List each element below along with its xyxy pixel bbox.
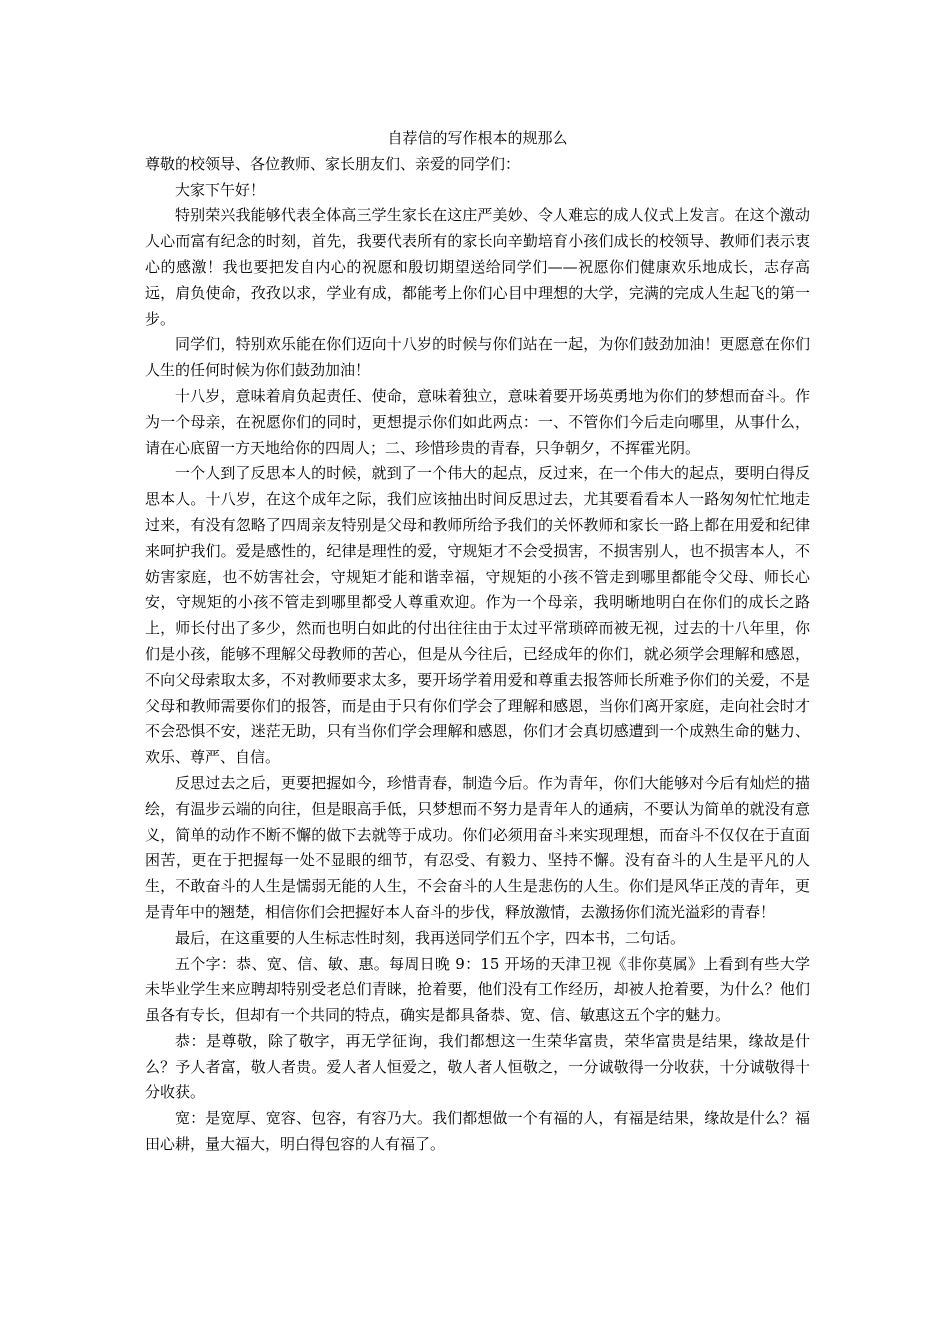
paragraph-encouragement: 同学们，特别欢乐能在你们迈向十八岁的时候与你们站在一起，为你们鼓劲加油！更愿意在你们人生的任何时候为你们鼓劲加油！ bbox=[145, 335, 810, 380]
salutation: 尊敬的校领导、各位教师、家长朋友们、亲爱的同学们： bbox=[145, 154, 521, 173]
document-title: 自荐信的写作根本的规那么 bbox=[387, 129, 568, 147]
paragraph-five-words: 五个字：恭、宽、信、敏、惠。每周日晚 9：15 开场的天津卫视《非你莫属》上看到有些大学未毕业学生来应聘却特别受老总们青睐，抢着要，他们没有工作经历，却被人抢着要，为什么？他们虽各有专长，但却有一个共同的特点，确实是都具备恭、宽、信、敏惠这五个字的魅力。 bbox=[145, 954, 810, 1025]
document-page bbox=[145, 126, 810, 1158]
paragraph-youth-struggle: 反思过去之后，更要把握如今，珍惜青春，制造今后。作为青年，你们大能够对今后有灿烂的描绘，有温步云端的向往，但是眼高手低，只梦想而不努力是青年人的通病，不要认为简单的就没有意义，简单的动作不断不懈的做下去就等于成功。你们必须用奋斗来实现理想，而奋斗不仅仅在于直面困苦，更在于把握每一处不显眼的细节，有忍受、有毅力、坚持不懈。没有奋斗的人生是平凡的人生，不敢奋斗的人生是懦弱无能的人生，不会奋斗的人生是悲伤的人生。你们是风华正茂的青年，更是青年中的翘楚，相信你们会把握好本人奋斗的步伐，释放激情，去激扬你们流光溢彩的青春！ bbox=[145, 773, 810, 921]
paragraph-respect: 恭：是尊敬，除了敬字，再无学征询，我们都想这一生荣华富贵，荣华富贵是结果，缘故是什么？予人者富，敬人者贵。爱人者人恒爱之，敬人者人恒敬之，一分诚敬得一分收获，十分诚敬得十分收获。 bbox=[145, 1031, 810, 1102]
paragraph-introduction: 特别荣兴我能够代表全体高三学生家长在这庄严美妙、令人难忘的成人仪式上发言。在这个激动人心而富有纪念的时刻，首先，我要代表所有的家长向辛勤培育小孩们成长的校领导、教师们表示衷心的感激！我也要把发自内心的祝愿和殷切期望送给同学们——祝愿你们健康欢乐地成长，志存高远，肩负使命，孜孜以求，学业有成，都能考上你们心目中理想的大学，完满的完成人生起飞的第一步。 bbox=[145, 206, 810, 328]
paragraph-greeting: 大家下午好！ bbox=[175, 180, 266, 199]
paragraph-reflection: 一个人到了反思本人的时候，就到了一个伟大的起点，反过来，在一个伟大的起点，要明白得反思本人。十八岁，在这个成年之际，我们应该抽出时间反思过去，尤其要看看本人一路匆匆忙忙地走过来，有没有忽略了四周亲友特别是父母和教师所给予我们的关怀教师和家长一路上都在用爱和纪律来呵护我们。爱是感性的，纪律是理性的爱，守规矩才不会受损害，不损害别人，也不损害本人，不妨害家庭，也不妨害社会，守规矩才能和谐幸福，守规矩的小孩不管走到哪里都能令父母、师长心安，守规矩的小孩不管走到哪里都受人尊重欢迎。作为一个母亲，我明晰地明白在你们的成长之路上，师长付出了多少，然而也明白如此的付出往往由于太过平常琐碎而被无视，过去的十八年里，你们是小孩，能够不理解父母教师的苦心，但是从今往后，已经成年的你们，就必须学会理解和感恩，不向父母索取太多，不对教师要求太多，要开场学着用爱和尊重去报答师长所难予你们的关爱，不是父母和教师需要你们的报答，而是由于只有你们学会了理解和感恩，当你们离开家庭，走向社会时才不会恐惧不安，迷茫无助，只有当你们学会理解和感恩，你们才会真切感遭到一个成熟生命的魅力、欢乐、尊严、自信。 bbox=[145, 464, 810, 767]
paragraph-final-gift: 最后，在这重要的人生标志性时刻，我再送同学们五个字，四本书，二句话。 bbox=[175, 928, 686, 947]
paragraph-tolerance: 宽：是宽厚、宽容、包容，有容乃大。我们都想做一个有福的人，有福是结果，缘故是什么？福田心耕，量大福大，明白得包容的人有福了。 bbox=[145, 1109, 810, 1154]
paragraph-eighteen: 十八岁，意味着肩负起责任、使命，意味着独立，意味着要开场英勇地为你们的梦想而奋斗。作为一个母亲，在祝愿你们的同时，更想提示你们如此两点：一、不管你们今后走向哪里，从事什么，请在心底留一方天地给你的四周人；二、珍惜珍贵的青春，只争朝夕，不挥霍光阴。 bbox=[145, 386, 810, 457]
